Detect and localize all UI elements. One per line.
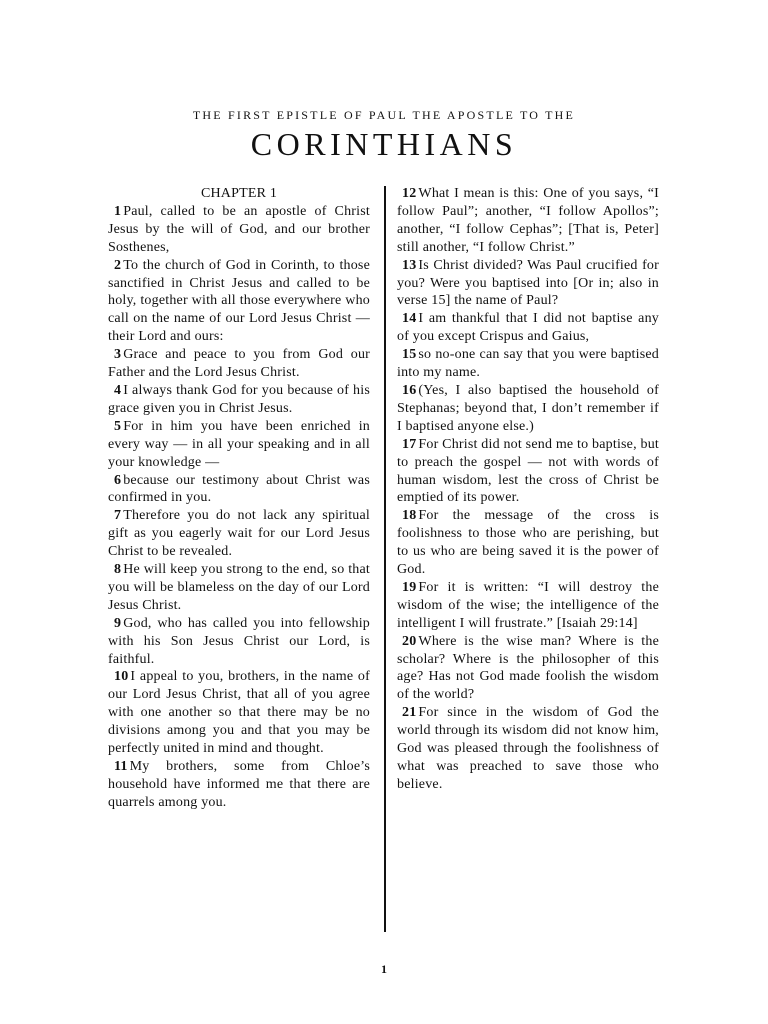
verse-number: 13	[402, 257, 417, 273]
left-column	[108, 185, 370, 812]
verse-7	[108, 507, 370, 561]
verse-text: What I mean is this: One of you says, “I follow Paul”; another, “I follow Apollos”; another, “I follow Cephas”; [That is, Peter] still another, “I follow Christ.”	[397, 186, 659, 255]
verse-4	[108, 382, 370, 418]
verse-number: 19	[402, 579, 417, 595]
verse-text: Where is the wise man? Where is the scholar? Where is the philosopher of this age? Has not God made foolish the wisdom of the world?	[397, 633, 659, 703]
verse-13	[397, 257, 659, 311]
verse-16	[397, 382, 659, 436]
verse-10	[108, 668, 370, 758]
verse-1	[108, 203, 370, 257]
verse-number: 12	[402, 186, 417, 201]
verse-17	[397, 436, 659, 508]
verse-text: Grace and peace to you from God our Father and the Lord Jesus Christ.	[108, 347, 370, 381]
verse-9	[108, 615, 370, 669]
verse-number: 4	[114, 382, 122, 398]
right-column	[397, 185, 659, 794]
verse-text: Is Christ divided? Was Paul crucified for you? Were you baptised into [Or in; also in verse 15] the name of Paul?	[397, 257, 659, 309]
verse-text: so no-one can say that you were baptised into my name.	[397, 347, 659, 381]
verse-number: 5	[114, 418, 122, 434]
verse-number: 6	[114, 472, 122, 488]
verse-20	[397, 633, 659, 705]
verse-19	[397, 579, 659, 633]
book-title: CORINTHIANS	[250, 126, 518, 162]
verse-text: I appeal to you, brothers, in the name of our Lord Jesus Christ, that all of you agree with one another so that there may be no divisions among you and that you may be perfectly united in mind and thought.	[108, 669, 370, 757]
verse-text: My brothers, some from Chloe’s household have informed me that there are quarrels among you.	[108, 759, 370, 810]
verse-5	[108, 418, 370, 472]
book-supertitle: THE FIRST EPISTLE OF PAUL THE APOSTLE TO THE	[192, 108, 576, 122]
verse-text: For it is written: “I will destroy the wisdom of the wise; the intelligence of the intelligent I will frustrate.” [Isaiah 29:14]	[397, 579, 659, 631]
verse-text: I always thank God for you because of his grace given you in Christ Jesus.	[108, 382, 370, 416]
verse-6	[108, 472, 370, 508]
verse-text: Therefore you do not lack any spiritual gift as you eagerly wait for our Lord Jesus Christ to be revealed.	[108, 508, 370, 560]
verse-number: 20	[402, 633, 417, 649]
verse-number: 1	[114, 203, 122, 219]
verse-text: God, who has called you into fellowship with his Son Jesus Christ our Lord, is faithful.	[108, 615, 370, 667]
verse-number: 11	[114, 759, 128, 774]
verse-number: 18	[402, 508, 417, 524]
verse-18	[397, 507, 659, 579]
verse-text: He will keep you strong to the end, so that you will be blameless on the day of our Lord Jesus Christ.	[108, 562, 370, 613]
verse-text: Paul, called to be an apostle of Christ Jesus by the will of God, and our brother Sosthenes,	[108, 203, 370, 255]
verse-2	[108, 257, 370, 347]
verse-text: For Christ did not send me to baptise, but to preach the gospel — not with words of human wisdom, lest the cross of Christ be emptied of its power.	[397, 436, 659, 506]
verse-14	[397, 310, 659, 346]
verse-text: (Yes, I also baptised the household of Stephanas; beyond that, I don’t remember if I baptised anyone else.)	[397, 382, 659, 434]
verse-text: I am thankful that I did not baptise any of you except Crispus and Gaius,	[397, 311, 659, 345]
verse-3	[108, 346, 370, 382]
verse-12	[397, 185, 659, 257]
verse-number: 9	[114, 615, 122, 631]
verse-number: 15	[402, 347, 417, 363]
verse-number: 10	[114, 669, 129, 685]
verse-text: To the church of God in Corinth, to those sanctified in Christ Jesus and called to be holy, together with all those everywhere who call on the name of our Lord Jesus Christ — their Lord and ours:	[108, 257, 370, 345]
verse-text: because our testimony about Christ was confirmed in you.	[108, 472, 370, 506]
verse-text: For since in the wisdom of God the world through its wisdom did not know him, God was pleased through the foolishness of what was preached to save those who believe.	[397, 705, 659, 792]
verse-number: 21	[402, 705, 417, 721]
page-number: 1	[381, 962, 387, 976]
verse-number: 2	[114, 257, 122, 273]
verse-number: 7	[114, 508, 122, 524]
verse-number: 17	[402, 436, 417, 452]
chapter-heading: CHAPTER 1	[200, 186, 278, 201]
verse-11	[108, 758, 370, 812]
verse-8	[108, 561, 370, 615]
verse-15	[397, 346, 659, 382]
verse-text: For in him you have been enriched in every way — in all your speaking and in all your knowledge —	[108, 418, 370, 470]
verse-number: 16	[402, 382, 417, 398]
verse-number: 14	[402, 311, 417, 327]
verse-number: 3	[114, 347, 122, 363]
verse-number: 8	[114, 562, 122, 578]
verse-text: For the message of the cross is foolishness to those who are perishing, but to us who are being saved it is the power of God.	[397, 508, 659, 578]
verse-21	[397, 704, 659, 794]
column-divider	[384, 186, 386, 932]
